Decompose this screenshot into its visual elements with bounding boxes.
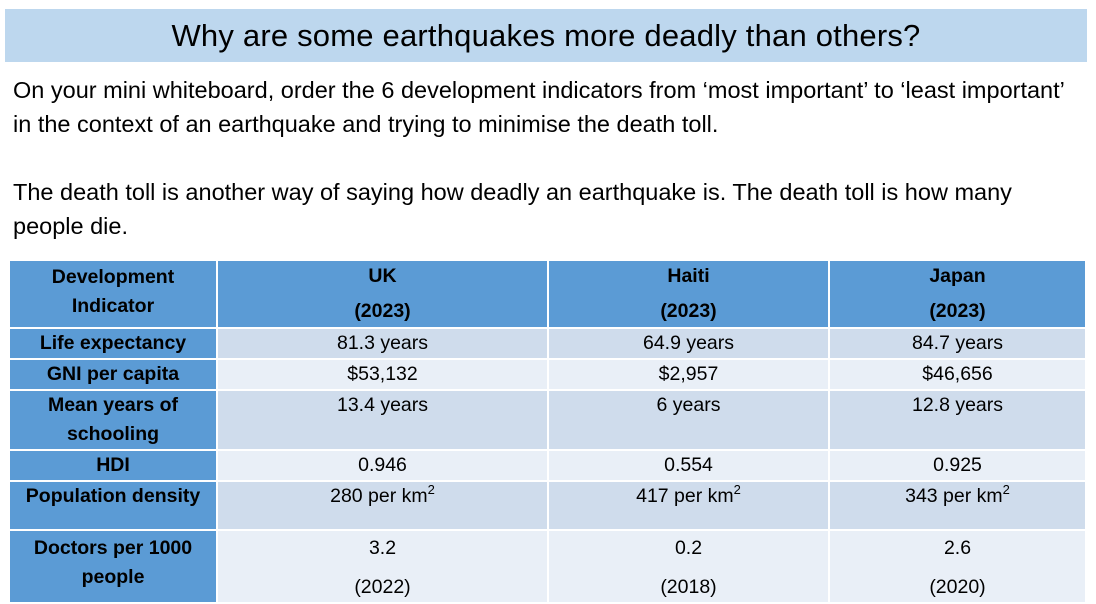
table-row <box>9 450 1086 481</box>
cell-japan: $46,656 <box>829 359 1086 390</box>
table-row <box>9 390 1086 450</box>
superscript: 2 <box>427 482 435 497</box>
instruction-paragraph: On your mini whiteboard, order the 6 development indicators from ‘most important’ to ‘least important’ in the context of an earthquake and trying to minimise the death toll. <box>13 77 1065 137</box>
table-header-row <box>9 260 1086 328</box>
cell-haiti <box>548 530 829 603</box>
header-indicator-line1: Development <box>51 266 175 288</box>
cell-value: 2.6 <box>943 537 972 559</box>
cell-value: 0.2 <box>674 537 703 559</box>
cell-japan: 84.7 years <box>829 328 1086 359</box>
header-indicator-line2: Indicator <box>71 295 155 317</box>
header-japan <box>829 260 1086 328</box>
superscript: 2 <box>733 482 741 497</box>
table-row <box>9 359 1086 390</box>
cell-haiti: $2,957 <box>548 359 829 390</box>
header-uk <box>217 260 548 328</box>
row-label <box>9 530 217 603</box>
slide-title: Why are some earthquakes more deadly than others? <box>171 17 921 53</box>
row-label-line1: Mean years of <box>47 394 179 416</box>
cell-uk <box>217 481 548 530</box>
cell-haiti: 64.9 years <box>548 328 829 359</box>
table-row <box>9 481 1086 530</box>
slide-title-bar <box>5 9 1087 62</box>
cell-japan: 12.8 years <box>829 390 1086 450</box>
row-label: Life expectancy <box>9 328 217 359</box>
cell-uk: 13.4 years <box>217 390 548 450</box>
cell-year: (2022) <box>354 576 411 598</box>
superscript: 2 <box>1002 482 1010 497</box>
cell-haiti: 0.554 <box>548 450 829 481</box>
header-year: (2023) <box>354 300 411 322</box>
cell-haiti <box>548 481 829 530</box>
header-country: UK <box>368 265 397 287</box>
row-label-line1: Doctors per 1000 <box>33 537 193 559</box>
row-label-line2: people <box>81 566 145 588</box>
row-label: GNI per capita <box>9 359 217 390</box>
table-row <box>9 328 1086 359</box>
row-label: Population density <box>9 481 217 530</box>
cell-value: 343 per km <box>905 485 1003 507</box>
cell-uk <box>217 530 548 603</box>
cell-japan: 0.925 <box>829 450 1086 481</box>
table-row <box>9 530 1086 603</box>
death-toll-paragraph: The death toll is another way of saying how deadly an earthquake is. The death toll is how many people die. <box>13 179 1012 239</box>
development-indicators-table <box>8 259 1087 604</box>
cell-japan <box>829 481 1086 530</box>
cell-uk: 81.3 years <box>217 328 548 359</box>
header-haiti <box>548 260 829 328</box>
cell-japan <box>829 530 1086 603</box>
cell-uk: $53,132 <box>217 359 548 390</box>
header-year: (2023) <box>660 300 717 322</box>
header-year: (2023) <box>929 300 986 322</box>
header-country: Haiti <box>667 265 710 287</box>
row-label <box>9 390 217 450</box>
cell-uk: 0.946 <box>217 450 548 481</box>
cell-year: (2020) <box>929 576 986 598</box>
cell-value: 280 per km <box>330 485 428 507</box>
cell-value: 3.2 <box>368 537 397 559</box>
row-label: HDI <box>9 450 217 481</box>
cell-value: 417 per km <box>636 485 734 507</box>
header-indicator <box>9 260 217 328</box>
header-country: Japan <box>929 265 986 287</box>
cell-year: (2018) <box>660 576 717 598</box>
row-label-line2: schooling <box>66 423 160 445</box>
cell-haiti: 6 years <box>548 390 829 450</box>
